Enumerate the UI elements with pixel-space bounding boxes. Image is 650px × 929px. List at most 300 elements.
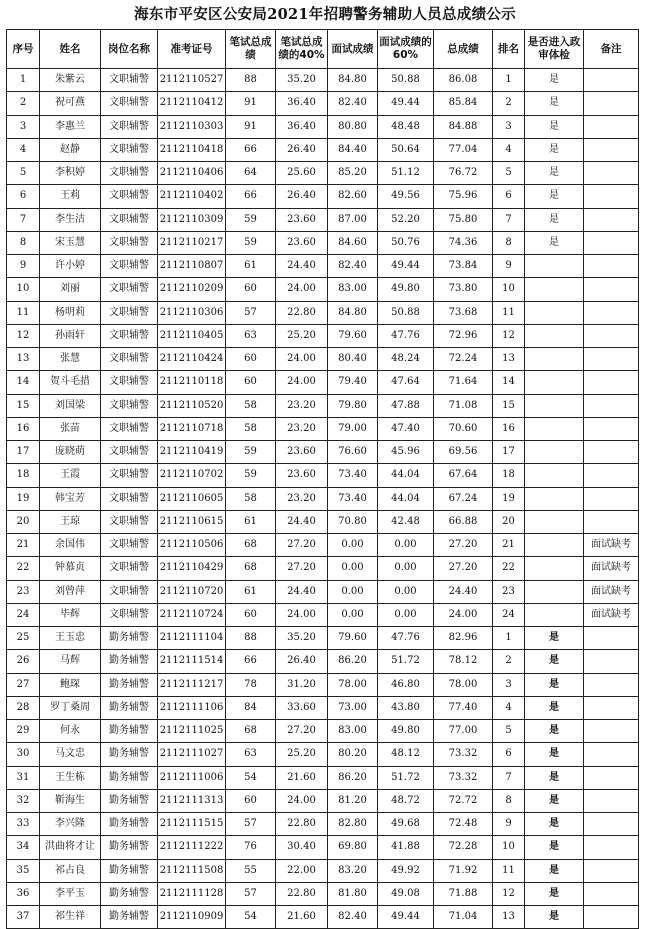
cell-interview-60pct: 47.40 (378, 417, 434, 440)
table-row (7, 882, 639, 905)
cell-rank: 2 (493, 650, 525, 673)
cell-written-40pct: 30.40 (276, 836, 328, 859)
cell-name: 王霞 (40, 464, 101, 487)
cell-written-score: 55 (226, 859, 276, 882)
cell-rank: 18 (493, 464, 525, 487)
cell-remarks (584, 92, 639, 115)
cell-position: 勤务辅警 (101, 743, 158, 766)
cell-index: 25 (7, 627, 40, 650)
cell-index: 10 (7, 278, 40, 301)
cell-total-score: 86.08 (434, 69, 493, 92)
cell-rank: 5 (493, 720, 525, 743)
cell-total-score: 67.64 (434, 464, 493, 487)
table-row (7, 603, 639, 626)
cell-index: 23 (7, 580, 40, 603)
cell-position: 勤务辅警 (101, 882, 158, 905)
cell-total-score: 85.84 (434, 92, 493, 115)
cell-exam-id: 2112110615 (158, 510, 226, 533)
cell-name: 李生洁 (40, 208, 101, 231)
cell-exam-id: 2112111025 (158, 720, 226, 743)
cell-name: 李兴隆 (40, 813, 101, 836)
cell-interview-score: 0.00 (328, 603, 378, 626)
cell-remarks (584, 231, 639, 254)
cell-interview-60pct: 50.88 (378, 69, 434, 92)
cell-written-score: 68 (226, 720, 276, 743)
cell-written-40pct: 35.20 (276, 627, 328, 650)
cell-remarks (584, 115, 639, 138)
cell-proceed (525, 603, 584, 626)
cell-total-score: 77.00 (434, 720, 493, 743)
cell-total-score: 71.88 (434, 882, 493, 905)
cell-written-score: 88 (226, 627, 276, 650)
cell-exam-id: 2112110217 (158, 231, 226, 254)
table-row (7, 813, 639, 836)
table-row (7, 859, 639, 882)
cell-exam-id: 2112110520 (158, 394, 226, 417)
cell-position: 文职辅警 (101, 138, 158, 161)
cell-written-40pct: 23.60 (276, 441, 328, 464)
cell-written-score: 91 (226, 115, 276, 138)
cell-exam-id: 2112111514 (158, 650, 226, 673)
cell-written-40pct: 23.20 (276, 487, 328, 510)
cell-written-score: 76 (226, 836, 276, 859)
cell-interview-score: 80.20 (328, 743, 378, 766)
table-row (7, 580, 639, 603)
table-row (7, 185, 639, 208)
cell-total-score: 69.56 (434, 441, 493, 464)
col-header-name: 姓名 (40, 30, 101, 69)
cell-total-score: 78.00 (434, 673, 493, 696)
cell-rank: 11 (493, 301, 525, 324)
cell-written-score: 60 (226, 278, 276, 301)
cell-position: 文职辅警 (101, 441, 158, 464)
cell-proceed: 是 (525, 138, 584, 161)
cell-name: 何永 (40, 720, 101, 743)
cell-remarks (584, 696, 639, 719)
cell-total-score: 72.48 (434, 813, 493, 836)
cell-exam-id: 2112110807 (158, 255, 226, 278)
cell-position: 勤务辅警 (101, 789, 158, 812)
cell-position: 勤务辅警 (101, 813, 158, 836)
cell-total-score: 73.32 (434, 743, 493, 766)
cell-rank: 9 (493, 813, 525, 836)
cell-proceed (525, 278, 584, 301)
cell-position: 文职辅警 (101, 115, 158, 138)
cell-remarks (584, 836, 639, 859)
cell-written-score: 59 (226, 464, 276, 487)
cell-position: 勤务辅警 (101, 859, 158, 882)
cell-written-score: 59 (226, 208, 276, 231)
cell-index: 26 (7, 650, 40, 673)
cell-total-score: 77.04 (434, 138, 493, 161)
cell-total-score: 27.20 (434, 557, 493, 580)
cell-proceed (525, 464, 584, 487)
cell-rank: 13 (493, 906, 525, 929)
cell-proceed: 是 (525, 743, 584, 766)
cell-exam-id: 2112110724 (158, 603, 226, 626)
cell-name: 刘国梁 (40, 394, 101, 417)
cell-rank: 13 (493, 348, 525, 371)
cell-rank: 2 (493, 92, 525, 115)
cell-remarks (584, 255, 639, 278)
cell-position: 文职辅警 (101, 208, 158, 231)
cell-interview-60pct: 49.80 (378, 720, 434, 743)
cell-interview-score: 82.60 (328, 185, 378, 208)
cell-remarks (584, 464, 639, 487)
cell-written-score: 57 (226, 882, 276, 905)
cell-proceed (525, 324, 584, 347)
cell-position: 勤务辅警 (101, 836, 158, 859)
cell-index: 9 (7, 255, 40, 278)
cell-written-score: 60 (226, 348, 276, 371)
cell-interview-score: 73.40 (328, 464, 378, 487)
cell-index: 30 (7, 743, 40, 766)
cell-proceed (525, 301, 584, 324)
cell-written-40pct: 36.40 (276, 92, 328, 115)
cell-name: 马辉 (40, 650, 101, 673)
cell-written-score: 60 (226, 603, 276, 626)
cell-proceed: 是 (525, 650, 584, 673)
cell-written-40pct: 33.60 (276, 696, 328, 719)
cell-total-score: 24.40 (434, 580, 493, 603)
table-row (7, 371, 639, 394)
cell-written-40pct: 36.40 (276, 115, 328, 138)
cell-exam-id: 2112110406 (158, 162, 226, 185)
cell-interview-score: 83.00 (328, 720, 378, 743)
cell-proceed: 是 (525, 720, 584, 743)
cell-interview-60pct: 0.00 (378, 580, 434, 603)
cell-rank: 4 (493, 696, 525, 719)
cell-interview-60pct: 50.88 (378, 301, 434, 324)
cell-index: 34 (7, 836, 40, 859)
cell-name: 毕辉 (40, 603, 101, 626)
cell-written-score: 63 (226, 743, 276, 766)
cell-position: 文职辅警 (101, 534, 158, 557)
cell-rank: 21 (493, 534, 525, 557)
cell-written-score: 66 (226, 138, 276, 161)
cell-total-score: 72.28 (434, 836, 493, 859)
cell-written-40pct: 27.20 (276, 720, 328, 743)
table-row (7, 487, 639, 510)
cell-position: 文职辅警 (101, 301, 158, 324)
table-row (7, 301, 639, 324)
col-header-written-score: 笔试总成绩 (226, 30, 276, 69)
cell-name: 刘丽 (40, 278, 101, 301)
cell-written-40pct: 21.60 (276, 766, 328, 789)
cell-written-40pct: 26.40 (276, 138, 328, 161)
cell-total-score: 67.24 (434, 487, 493, 510)
cell-name: 靳海生 (40, 789, 101, 812)
cell-position: 勤务辅警 (101, 673, 158, 696)
cell-interview-score: 80.80 (328, 115, 378, 138)
cell-index: 1 (7, 69, 40, 92)
cell-written-40pct: 24.40 (276, 255, 328, 278)
cell-proceed (525, 417, 584, 440)
cell-proceed: 是 (525, 696, 584, 719)
cell-rank: 14 (493, 371, 525, 394)
cell-interview-60pct: 50.64 (378, 138, 434, 161)
cell-remarks (584, 487, 639, 510)
cell-exam-id: 2112110118 (158, 371, 226, 394)
cell-interview-60pct: 51.72 (378, 650, 434, 673)
cell-interview-60pct: 0.00 (378, 534, 434, 557)
cell-proceed (525, 534, 584, 557)
cell-interview-60pct: 48.72 (378, 789, 434, 812)
cell-name: 马文忠 (40, 743, 101, 766)
cell-written-40pct: 24.00 (276, 278, 328, 301)
cell-interview-60pct: 47.64 (378, 371, 434, 394)
cell-written-40pct: 22.80 (276, 813, 328, 836)
table-row (7, 766, 639, 789)
cell-written-score: 68 (226, 557, 276, 580)
cell-written-score: 61 (226, 510, 276, 533)
cell-exam-id: 2112111515 (158, 813, 226, 836)
cell-index: 17 (7, 441, 40, 464)
cell-exam-id: 2112110527 (158, 69, 226, 92)
cell-interview-score: 70.80 (328, 510, 378, 533)
cell-written-40pct: 26.40 (276, 650, 328, 673)
cell-name: 张苗 (40, 417, 101, 440)
cell-remarks (584, 69, 639, 92)
cell-exam-id: 2112110419 (158, 441, 226, 464)
cell-exam-id: 2112110605 (158, 487, 226, 510)
cell-remarks (584, 720, 639, 743)
table-row (7, 417, 639, 440)
cell-name: 王琼 (40, 510, 101, 533)
cell-interview-60pct: 44.04 (378, 487, 434, 510)
cell-exam-id: 2112111104 (158, 627, 226, 650)
cell-written-score: 64 (226, 162, 276, 185)
cell-written-score: 58 (226, 417, 276, 440)
cell-proceed (525, 255, 584, 278)
cell-proceed: 是 (525, 882, 584, 905)
table-row (7, 673, 639, 696)
cell-rank: 3 (493, 115, 525, 138)
table-row (7, 162, 639, 185)
cell-exam-id: 2112111006 (158, 766, 226, 789)
cell-total-score: 71.92 (434, 859, 493, 882)
cell-total-score: 71.08 (434, 394, 493, 417)
cell-interview-60pct: 45.96 (378, 441, 434, 464)
table-row (7, 255, 639, 278)
cell-position: 文职辅警 (101, 162, 158, 185)
cell-written-score: 54 (226, 906, 276, 929)
cell-rank: 17 (493, 441, 525, 464)
col-header-exam-id: 准考证号 (158, 30, 226, 69)
cell-index: 28 (7, 696, 40, 719)
cell-remarks: 面试缺考 (584, 534, 639, 557)
cell-index: 35 (7, 859, 40, 882)
table-row (7, 696, 639, 719)
cell-position: 文职辅警 (101, 557, 158, 580)
cell-total-score: 76.72 (434, 162, 493, 185)
cell-position: 勤务辅警 (101, 720, 158, 743)
cell-interview-score: 0.00 (328, 557, 378, 580)
cell-interview-60pct: 47.88 (378, 394, 434, 417)
table-row (7, 836, 639, 859)
cell-written-score: 66 (226, 650, 276, 673)
cell-interview-score: 83.00 (328, 278, 378, 301)
cell-proceed (525, 510, 584, 533)
cell-exam-id: 2112111027 (158, 743, 226, 766)
cell-total-score: 70.60 (434, 417, 493, 440)
cell-remarks (584, 301, 639, 324)
cell-total-score: 73.80 (434, 278, 493, 301)
cell-remarks (584, 906, 639, 929)
cell-index: 5 (7, 162, 40, 185)
cell-proceed: 是 (525, 69, 584, 92)
cell-proceed (525, 557, 584, 580)
cell-written-score: 84 (226, 696, 276, 719)
cell-written-score: 63 (226, 324, 276, 347)
col-header-proceed: 是否进入政审体检 (525, 30, 584, 69)
cell-exam-id: 2112110402 (158, 185, 226, 208)
cell-written-score: 66 (226, 185, 276, 208)
col-header-remarks: 备注 (584, 30, 639, 69)
cell-rank: 12 (493, 324, 525, 347)
cell-exam-id: 2112111313 (158, 789, 226, 812)
cell-index: 18 (7, 464, 40, 487)
cell-written-40pct: 24.40 (276, 510, 328, 533)
cell-written-40pct: 23.20 (276, 417, 328, 440)
cell-position: 文职辅警 (101, 417, 158, 440)
cell-remarks (584, 510, 639, 533)
cell-name: 祁占良 (40, 859, 101, 882)
cell-interview-score: 86.20 (328, 766, 378, 789)
table-row (7, 557, 639, 580)
cell-proceed: 是 (525, 906, 584, 929)
cell-interview-score: 83.20 (328, 859, 378, 882)
cell-interview-score: 87.00 (328, 208, 378, 231)
cell-written-40pct: 27.20 (276, 534, 328, 557)
cell-index: 3 (7, 115, 40, 138)
cell-index: 29 (7, 720, 40, 743)
cell-index: 14 (7, 371, 40, 394)
col-header-position: 岗位名称 (101, 30, 158, 69)
cell-interview-score: 79.40 (328, 371, 378, 394)
cell-name: 余国伟 (40, 534, 101, 557)
table-row (7, 208, 639, 231)
cell-interview-60pct: 51.72 (378, 766, 434, 789)
cell-interview-60pct: 41.88 (378, 836, 434, 859)
cell-interview-score: 86.20 (328, 650, 378, 673)
cell-rank: 4 (493, 138, 525, 161)
score-table (6, 29, 639, 929)
cell-remarks (584, 348, 639, 371)
table-row (7, 115, 639, 138)
cell-interview-60pct: 47.76 (378, 324, 434, 347)
cell-remarks (584, 673, 639, 696)
cell-written-score: 57 (226, 813, 276, 836)
cell-position: 文职辅警 (101, 510, 158, 533)
cell-remarks: 面试缺考 (584, 557, 639, 580)
cell-remarks (584, 208, 639, 231)
cell-exam-id: 2112110702 (158, 464, 226, 487)
cell-name: 王莉 (40, 185, 101, 208)
cell-proceed (525, 348, 584, 371)
cell-position: 勤务辅警 (101, 696, 158, 719)
cell-written-40pct: 23.60 (276, 231, 328, 254)
cell-exam-id: 2112110506 (158, 534, 226, 557)
header-row (7, 30, 639, 69)
cell-exam-id: 2112110718 (158, 417, 226, 440)
cell-proceed (525, 441, 584, 464)
cell-written-score: 58 (226, 394, 276, 417)
cell-index: 11 (7, 301, 40, 324)
cell-interview-score: 73.40 (328, 487, 378, 510)
cell-interview-60pct: 48.12 (378, 743, 434, 766)
cell-exam-id: 2112110418 (158, 138, 226, 161)
cell-rank: 3 (493, 673, 525, 696)
cell-name: 庞晓萌 (40, 441, 101, 464)
cell-written-40pct: 22.80 (276, 301, 328, 324)
cell-written-40pct: 31.20 (276, 673, 328, 696)
cell-name: 王生栋 (40, 766, 101, 789)
cell-remarks (584, 650, 639, 673)
cell-total-score: 84.88 (434, 115, 493, 138)
cell-written-score: 59 (226, 231, 276, 254)
cell-written-score: 61 (226, 255, 276, 278)
table-row (7, 743, 639, 766)
cell-proceed (525, 487, 584, 510)
cell-proceed: 是 (525, 859, 584, 882)
cell-index: 31 (7, 766, 40, 789)
cell-interview-score: 84.80 (328, 301, 378, 324)
cell-position: 文职辅警 (101, 487, 158, 510)
cell-exam-id: 2112110303 (158, 115, 226, 138)
cell-proceed: 是 (525, 673, 584, 696)
cell-rank: 1 (493, 69, 525, 92)
cell-position: 文职辅警 (101, 603, 158, 626)
cell-index: 12 (7, 324, 40, 347)
cell-total-score: 82.96 (434, 627, 493, 650)
cell-index: 8 (7, 231, 40, 254)
cell-name: 李惠兰 (40, 115, 101, 138)
cell-total-score: 71.64 (434, 371, 493, 394)
table-row (7, 627, 639, 650)
cell-total-score: 77.40 (434, 696, 493, 719)
cell-written-40pct: 24.00 (276, 603, 328, 626)
cell-written-score: 59 (226, 441, 276, 464)
cell-name: 贺斗毛措 (40, 371, 101, 394)
cell-written-40pct: 24.00 (276, 789, 328, 812)
cell-exam-id: 2112111128 (158, 882, 226, 905)
col-header-total-score: 总成绩 (434, 30, 493, 69)
cell-written-40pct: 23.20 (276, 394, 328, 417)
cell-remarks (584, 417, 639, 440)
cell-index: 36 (7, 882, 40, 905)
cell-name: 朱紫云 (40, 69, 101, 92)
cell-exam-id: 2112110405 (158, 324, 226, 347)
cell-position: 文职辅警 (101, 371, 158, 394)
cell-rank: 6 (493, 185, 525, 208)
cell-interview-score: 69.80 (328, 836, 378, 859)
cell-written-score: 61 (226, 580, 276, 603)
cell-interview-60pct: 49.92 (378, 859, 434, 882)
table-row (7, 138, 639, 161)
cell-remarks (584, 813, 639, 836)
table-row (7, 510, 639, 533)
cell-index: 19 (7, 487, 40, 510)
cell-name: 孙雨轩 (40, 324, 101, 347)
cell-name: 宋玉慧 (40, 231, 101, 254)
cell-remarks (584, 138, 639, 161)
cell-exam-id: 2112110309 (158, 208, 226, 231)
cell-name: 李平玉 (40, 882, 101, 905)
cell-exam-id: 2112110209 (158, 278, 226, 301)
cell-interview-60pct: 49.08 (378, 882, 434, 905)
cell-interview-60pct: 49.44 (378, 906, 434, 929)
